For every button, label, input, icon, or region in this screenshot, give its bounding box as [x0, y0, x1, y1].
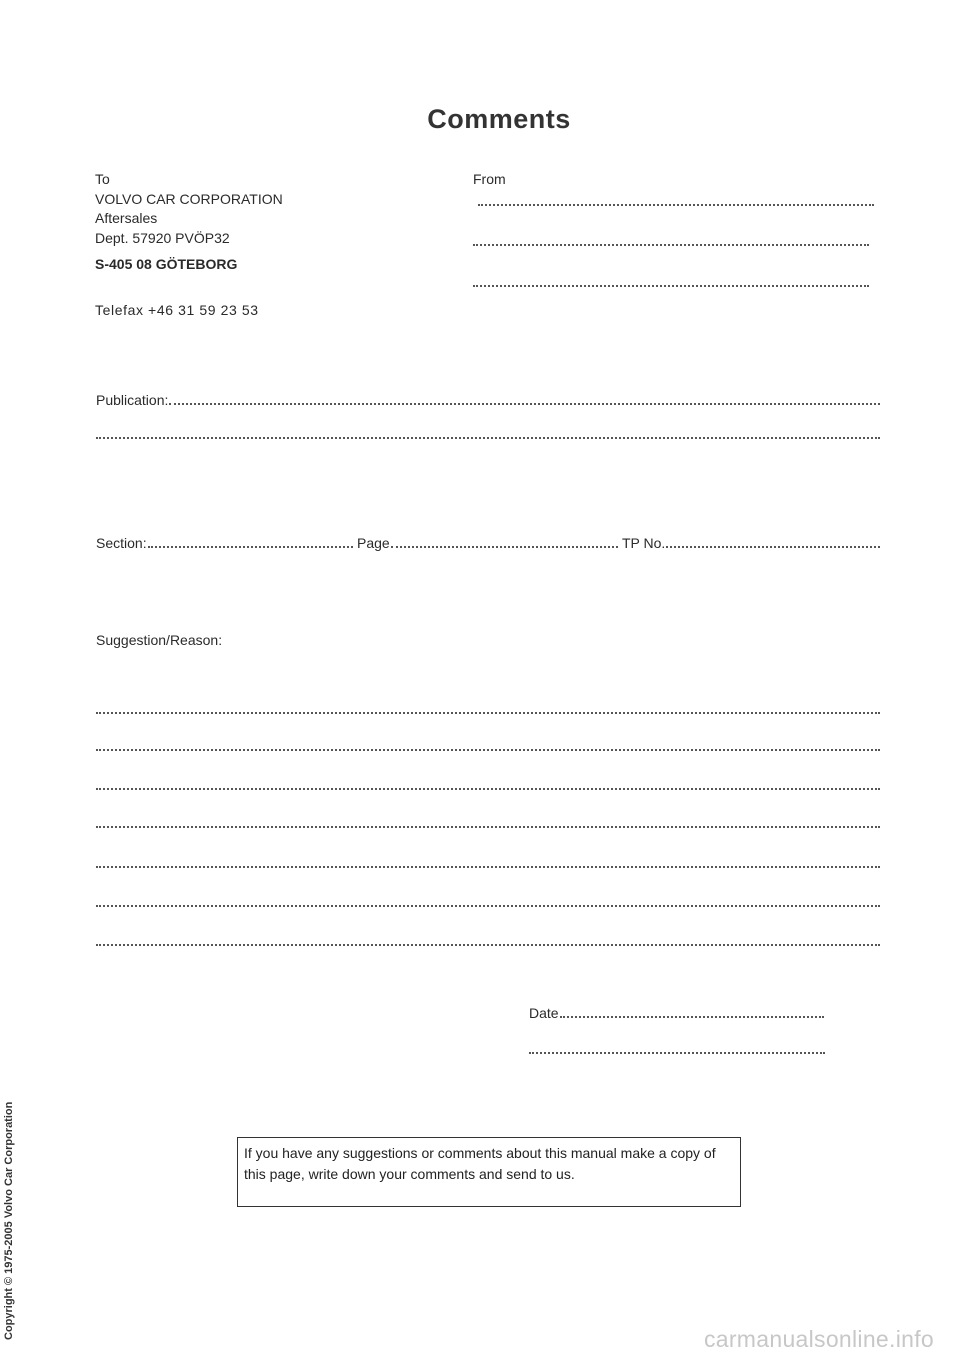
company-name: VOLVO CAR CORPORATION — [95, 191, 283, 207]
postal-address: S-405 08 GÖTEBORG — [95, 256, 238, 272]
dept-code: Dept. 57920 PVÖP32 — [95, 230, 230, 246]
from-label: From — [473, 171, 506, 187]
publication-label: Publication: — [96, 392, 169, 408]
department: Aftersales — [95, 210, 158, 226]
watermark-text: carmanualsonline.info — [703, 1326, 934, 1352]
page-label: Page — [357, 535, 390, 551]
suggestion-line-2[interactable] — [96, 749, 880, 751]
date-field[interactable] — [529, 1005, 824, 1021]
from-line-3[interactable] — [473, 285, 869, 287]
copyright-text: Copyright © 1975-2005 Volvo Car Corporation — [3, 1101, 15, 1340]
signature-line[interactable] — [529, 1052, 825, 1054]
suggestion-line-6[interactable] — [96, 905, 880, 907]
date-label: Date — [529, 1005, 559, 1021]
suggestion-label: Suggestion/Reason: — [96, 632, 223, 648]
publication-line-2[interactable] — [96, 437, 880, 439]
section-label: Section: — [96, 535, 147, 551]
tp-no-label: TP No. — [622, 535, 666, 551]
to-label: To — [95, 171, 110, 187]
suggestion-line-7[interactable] — [96, 944, 880, 946]
page-title: Comments — [427, 104, 571, 134]
from-line-2[interactable] — [473, 244, 869, 246]
page-field[interactable] — [357, 535, 618, 551]
suggestion-line-3[interactable] — [96, 788, 880, 790]
suggestion-line-5[interactable] — [96, 866, 880, 868]
suggestion-line-4[interactable] — [96, 826, 880, 828]
tp-no-field[interactable] — [622, 535, 880, 551]
publication-field[interactable] — [96, 392, 880, 408]
section-field[interactable] — [96, 535, 353, 551]
instruction-note: If you have any suggestions or comments about this manual make a copy of this page, write down your comments and send to us. — [237, 1137, 741, 1207]
from-line-1[interactable] — [478, 204, 874, 206]
suggestion-line-1[interactable] — [96, 712, 880, 714]
telefax-number: Telefax +46 31 59 23 53 — [95, 302, 259, 318]
